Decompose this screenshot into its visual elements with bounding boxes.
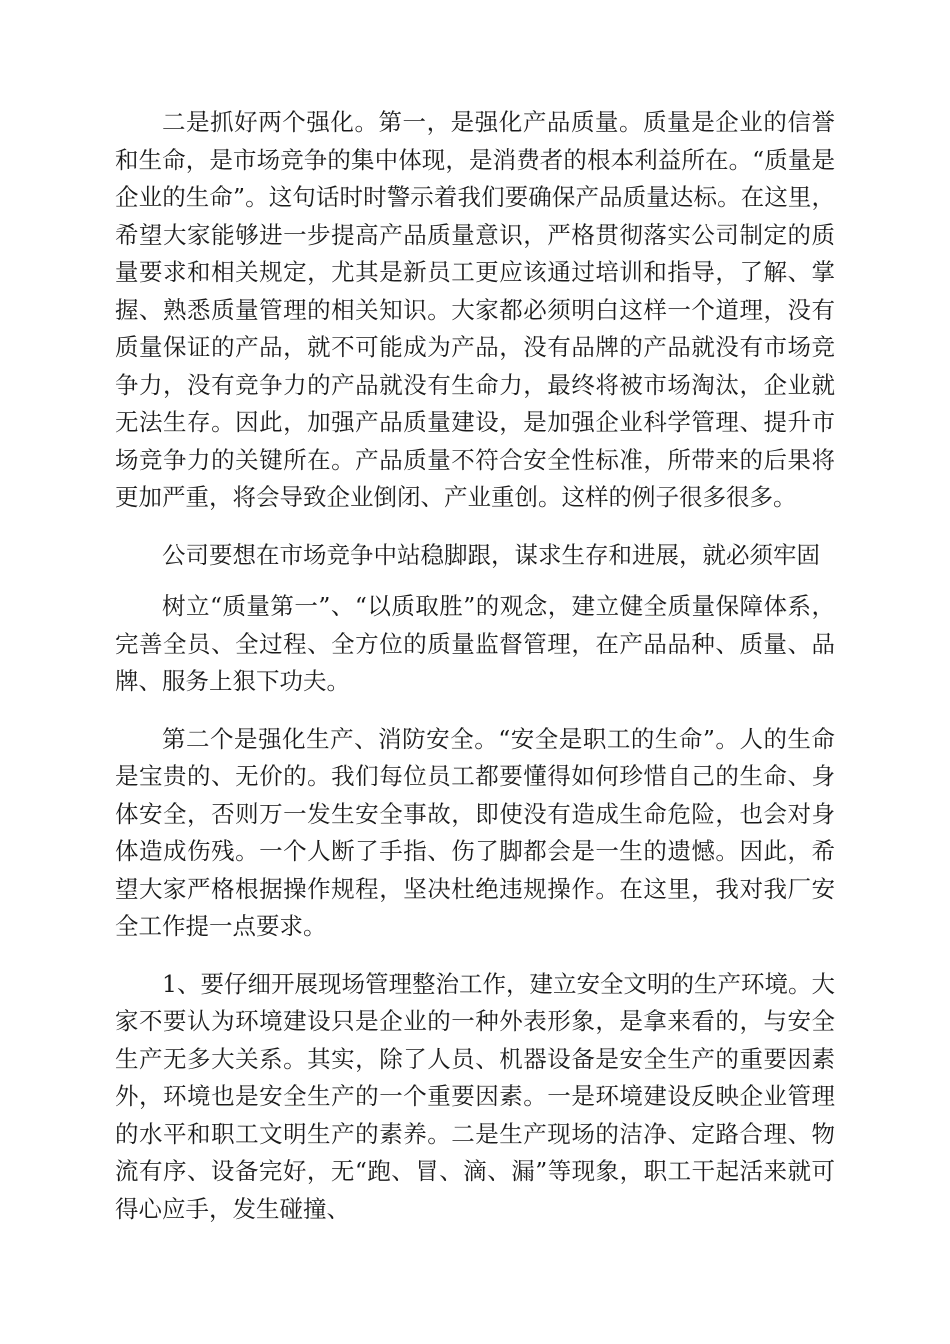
paragraph-site-management: 1、要仔细开展现场管理整治工作，建立安全文明的生产环境。大家不要认为环境建设只是企业的一种外表形象，是拿来看的，与安全生产无多大关系。其实，除了人员、机器设备是安全生产的重要因素外，环境也是安全生产的一个重要因素。一是环境建设反映企业管理的水平和职工文明生产的素养。二是生产现场的洁净、定路合理、物流有序、设备完好，无“跑、冒、滴、漏”等现象，职工干起活来就可得心应手，发生碰撞、: [115, 969, 835, 1223]
paragraph-quality-first: 树立“质量第一”、“以质取胜”的观念，建立健全质量保障体系，完善全员、全过程、全方位的质量监督管理，在产品品种、质量、品牌、服务上狠下功夫。: [115, 592, 835, 695]
paragraph-market-competition: 公司要想在市场竞争中站稳脚跟，谋求生存和进展，就必须牢固: [162, 540, 820, 569]
paragraph-product-quality: 二是抓好两个强化。第一，是强化产品质量。质量是企业的信誉和生命，是市场竞争的集中体现，是消费者的根本利益所在。“质量是企业的生命”。这句话时时警示着我们要确保产品质量达标。在这里，希望大家能够进一步提高产品质量意识，严格贯彻落实公司制定的质量要求和相关规定，尤其是新员工更应该通过培训和指导，了解、掌握、熟悉质量管理的相关知识。大家都必须明白这样一个道理，没有质量保证的产品，就不可能成为产品，没有品牌的产品就没有市场竞争力，没有竞争力的产品就没有生命力，最终将被市场淘汰，企业就无法生存。因此，加强产品质量建设，是加强企业科学管理、提升市场竞争力的关键所在。产品质量不符合安全性标准，所带来的后果将更加严重，将会导致企业倒闭、产业重创。这样的例子很多很多。: [115, 108, 835, 511]
document-body: [115, 104, 835, 1228]
paragraph-production-safety: 第二个是强化生产、消防安全。“安全是职工的生命”。人的生命是宝贵的、无价的。我们每位员工都要懂得如何珍惜自己的生命、身体安全，否则万一发生安全事故，即使没有造成生命危险，也会对身体造成伤残。一个人断了手指、伤了脚都会是一生的遗憾。因此，希望大家严格根据操作规程，坚决杜绝违规操作。在这里，我对我厂安全工作提一点要求。: [115, 724, 835, 940]
